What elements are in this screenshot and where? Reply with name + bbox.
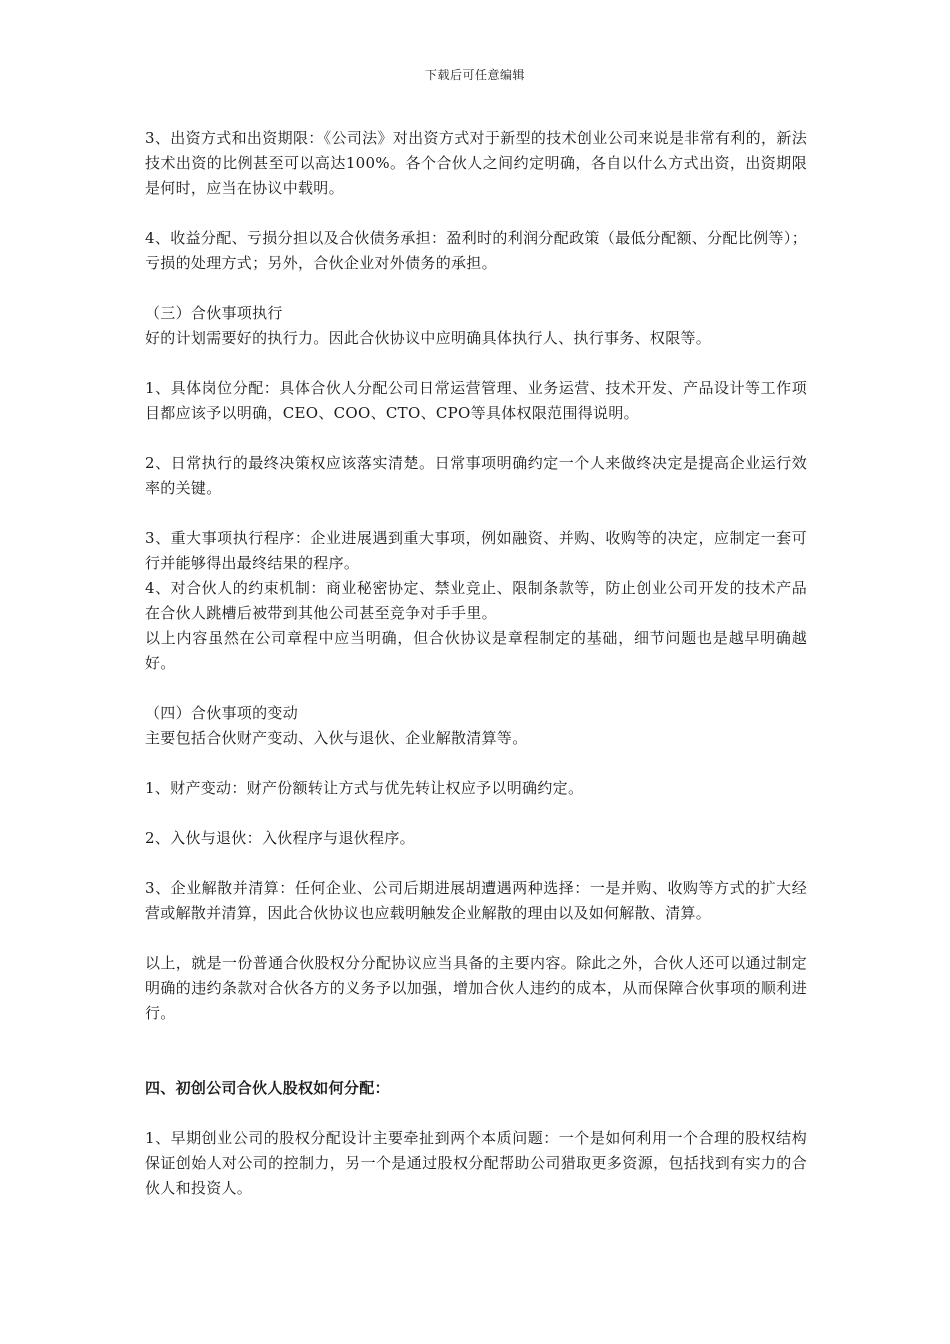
section-heading: （三）合伙事项执行 [145, 304, 283, 322]
paragraph: 以上内容虽然在公司章程中应当明确，但合伙协议是章程制定的基础，细节问题也是越早明确越好。 [145, 629, 807, 672]
chapter-heading: 四、初创公司合伙人股权如何分配： [145, 1079, 390, 1097]
paragraph: 4、对合伙人的约束机制：商业秘密协定、禁业竞止、限制条款等，防止创业公司开发的技术产品在合伙人跳槽后被带到其他公司甚至竞争对手手里。 [145, 579, 807, 622]
paragraph: 1、早期创业公司的股权分配设计主要牵扯到两个本质问题：一个是如何利用一个合理的股权结构保证创始人对公司的控制力，另一个是通过股权分配帮助公司猎取更多资源，包括找到有实力的合伙人和投资人。 [145, 1129, 807, 1197]
paragraph: 3、重大事项执行程序：企业进展遇到重大事项，例如融资、并购、收购等的决定，应制定一套可行并能够得出最终结果的程序。 [145, 529, 807, 572]
document-body [145, 126, 807, 1201]
section-heading: （四）合伙事项的变动 [145, 704, 299, 722]
paragraph: 好的计划需要好的执行力。因此合伙协议中应明确具体执行人、执行事务、权限等。 [145, 329, 712, 347]
paragraph: 3、企业解散并清算：任何企业、公司后期进展胡遭遇两种选择：一是并购、收购等方式的扩大经营或解散并清算，因此合伙协议也应载明触发企业解散的理由以及如何解散、清算。 [145, 879, 807, 922]
paragraph: 3、出资方式和出资期限：《公司法》对出资方式对于新型的技术创业公司来说是非常有利的，新法技术出资的比例甚至可以高达100%。各个合伙人之间约定明确，各自以什么方式出资，出资期限是何时，应当在协议中载明。 [145, 129, 807, 197]
paragraph: 4、收益分配、亏损分担以及合伙债务承担：盈利时的利润分配政策（最低分配额、分配比例等）；亏损的处理方式；另外，合伙企业对外债务的承担。 [145, 229, 807, 272]
page-header: 下载后可任意编辑 [424, 68, 525, 82]
paragraph: 1、具体岗位分配：具体合伙人分配公司日常运营管理、业务运营、技术开发、产品设计等工作项目都应该予以明确，CEO、COO、CTO、CPO等具体权限范围得说明。 [145, 379, 807, 422]
paragraph: 以上，就是一份普通合伙股权分分配协议应当具备的主要内容。除此之外，合伙人还可以通过制定明确的违约条款对合伙各方的义务予以加强，增加合伙人违约的成本，从而保障合伙事项的顺利进行。 [145, 954, 807, 1022]
paragraph: 2、日常执行的最终决策权应该落实清楚。日常事项明确约定一个人来做终决定是提高企业运行效率的关键。 [145, 454, 807, 497]
paragraph: 2、入伙与退伙：入伙程序与退伙程序。 [145, 829, 415, 847]
paragraph: 1、财产变动：财产份额转让方式与优先转让权应予以明确约定。 [145, 779, 584, 797]
paragraph: 主要包括合伙财产变动、入伙与退伙、企业解散清算等。 [145, 729, 528, 747]
